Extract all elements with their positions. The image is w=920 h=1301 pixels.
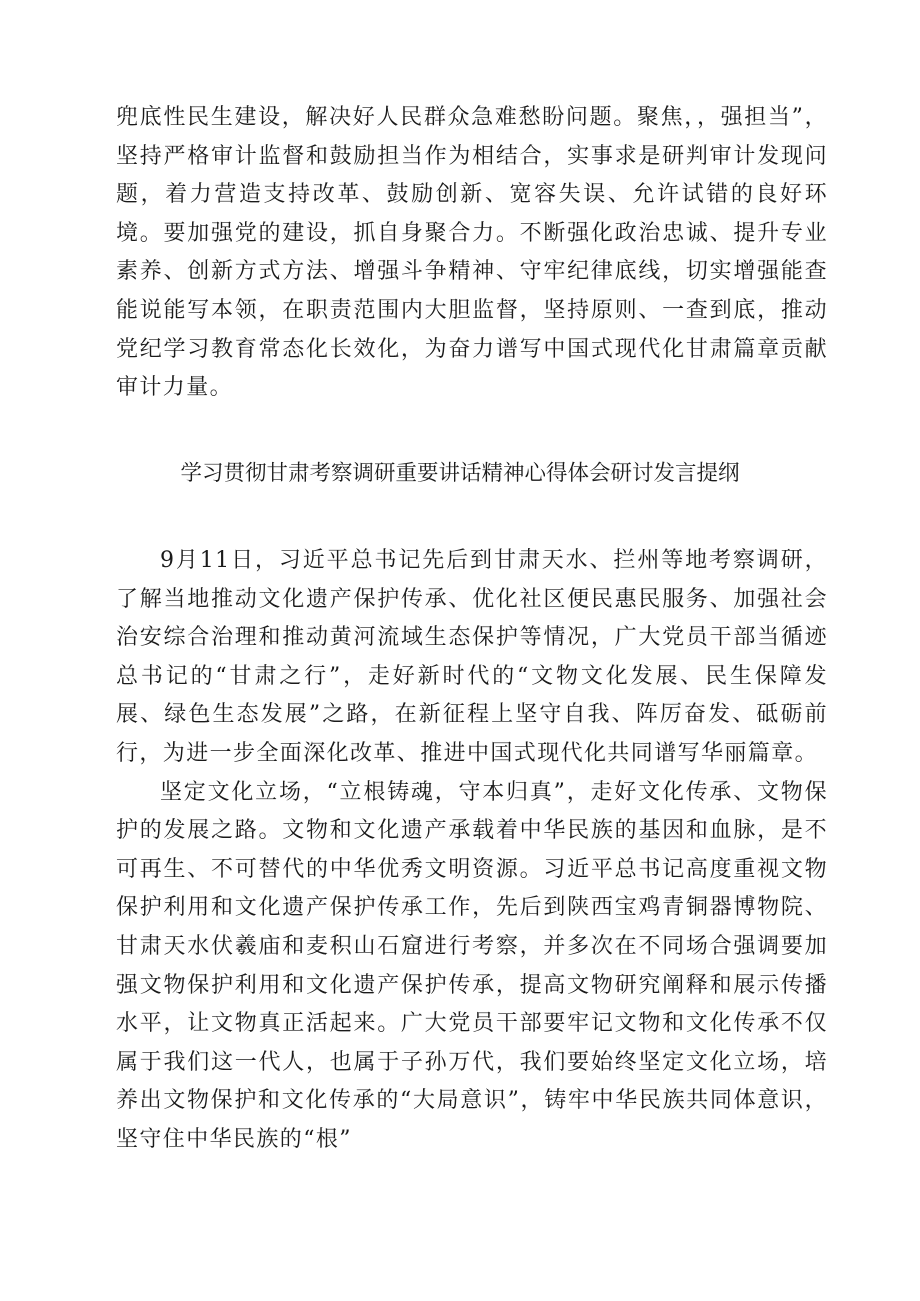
- section-body: [116, 542, 828, 1160]
- body-paragraph: 坚定文化立场，“立根铸魂，守本归真”，走好文化传承、文物保护的发展之路。文物和文化遗产承载着中华民族的基因和血脉，是不可再生、不可替代的中华优秀文明资源。习近平总书记高度重视文物保护利用和文化遗产保护传承工作，先后到陕西宝鸡青铜器博物院、甘肃天水伏羲庙和麦积山石窟进行考察，并多次在不同场合强调要加强文物保护利用和文化遗产保护传承，提高文物研究阐释和展示传播水平，让文物真正活起来。广大党员干部要牢记文物和文化传承不仅属于我们这一代人，也属于子孙万代，我们要始终坚定文化立场，培养出文物保护和文化传承的“大局意识”，铸牢中华民族共同体意识，坚守住中华民族的“根”: [116, 779, 828, 1152]
- previous-section-text: [116, 99, 828, 408]
- continuation-paragraph: 兜底性民生建设，解决好人民群众急难愁盼问题。聚焦，，强担当”，坚持严格审计监督和鼓励担当作为相结合，实事求是研判审计发现问题，着力营造支持改革、鼓励创新、宽容失误、允许试错的良好环境。要加强党的建设，抓自身聚合力。不断强化政治忠诚、提升专业素养、创新方式方法、增强斗争精神、守牢纪律底线，切实增强能查能说能写本领，在职责范围内大胆监督，坚持原则、一查到底，推动党纪学习教育常态化长效化，为奋力谱写中国式现代化甘肃篇章贡献审计力量。: [116, 105, 828, 401]
- body-paragraph: 9月11日，习近平总书记先后到甘肃天水、拦州等地考察调研，了解当地推动文化遗产保护传承、优化社区便民惠民服务、加强社会治安综合治理和推动黄河流域生态保护等情况，广大党员干部当循迹总书记的“甘肃之行”，走好新时代的“文物文化发展、民生保障发展、绿色生态发展”之路，在新征程上坚守自我、阵厉奋发、砥砺前行，为进一步全面深化改革、推进中国式现代化共同谱写华丽篇章。: [116, 548, 828, 766]
- section-title: 学习贯彻甘肃考察调研重要讲话精神心得体会研讨发言提纲: [180, 461, 740, 486]
